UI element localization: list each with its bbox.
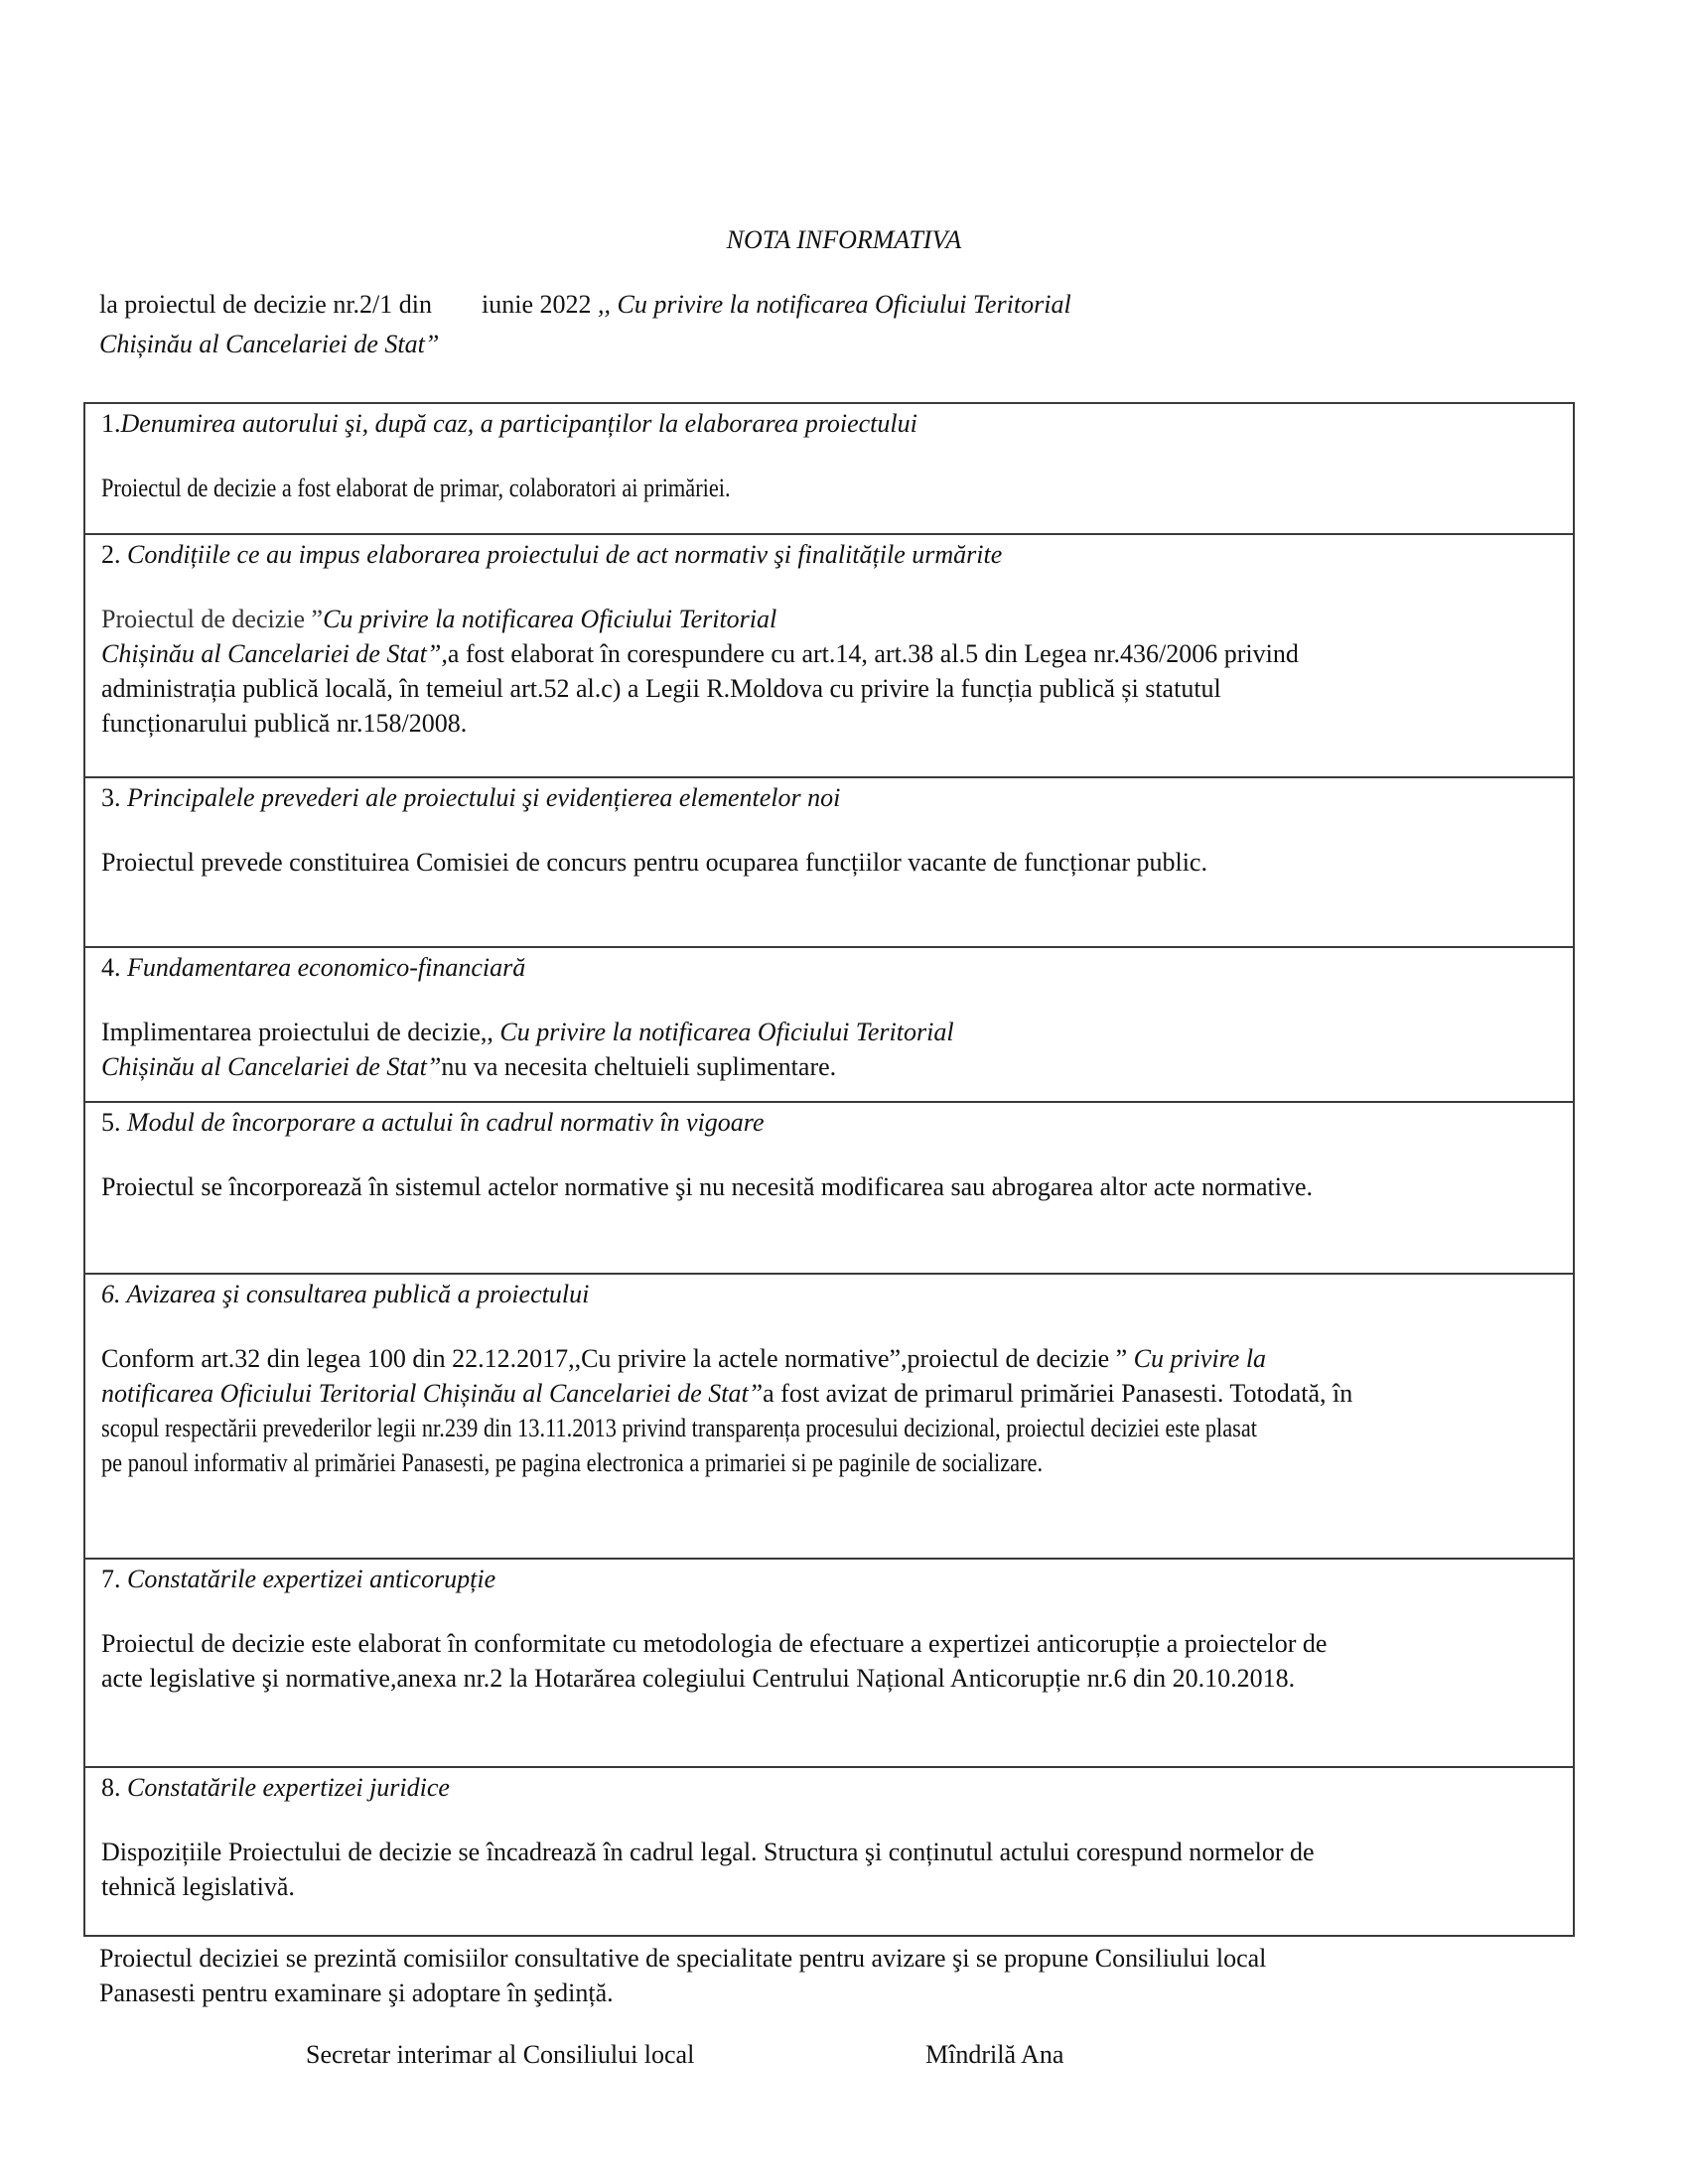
section-body — [101, 602, 1573, 741]
body-text: Implimentarea proiectului de decizie,, — [101, 1018, 500, 1046]
section-1 — [85, 404, 1573, 535]
section-number: 1. — [101, 409, 121, 438]
body-line: pe panoul informativ al primăriei Panasesti, pe pagina electronica a primariei si pe paginile de socializare. — [101, 1448, 1044, 1477]
closing-line: Panasesti pentru examinare şi adoptare în şedință. — [99, 1979, 614, 2007]
section-number: 4. — [101, 953, 127, 982]
body-line: Proiectul se încorporează în sistemul actelor normative şi nu necesită modificarea sau abrogarea altor acte normative. — [101, 1172, 1314, 1201]
section-body — [101, 845, 1573, 880]
body-italic: notificarea Oficiului Teritorial Chișinău al Cancelariei de Stat” — [101, 1379, 764, 1408]
section-body — [101, 471, 1573, 505]
section-body — [101, 1341, 1573, 1480]
section-body — [101, 1169, 1573, 1204]
body-italic: Chișinău al Cancelariei de Stat” — [101, 1052, 442, 1081]
body-line: funcționarului publică nr.158/2008. — [101, 709, 468, 738]
section-body — [101, 1835, 1573, 1904]
body-text: a fost elaborat în corespundere cu art.14, art.38 al.5 din Legea nr.436/2006 privind — [447, 639, 1299, 668]
body-line: Dispozițiile Proiectului de decizie se încadrează în cadrul legal. Structura şi conținutul actului corespund normelor de — [101, 1838, 1315, 1866]
section-title: Principalele prevederi ale proiectului şi evidențierea elementelor noi — [127, 783, 841, 812]
section-title: Condițiile ce au impus elaborarea proiectului de act normativ şi finalitățile urmărite — [127, 540, 1003, 569]
body-line: acte legislative şi normative,anexa nr.2 la Hotarărea colegiului Centrului Național Anticorupție nr.6 din 20.10.2018. — [101, 1664, 1296, 1693]
body-italic: Cu privire la notificarea Oficiului Teritorial — [323, 605, 777, 633]
section-number: 5. — [101, 1108, 127, 1137]
section-number: 3. — [101, 783, 127, 812]
section-8 — [85, 1768, 1573, 1935]
section-number: 2. — [101, 540, 127, 569]
section-5 — [85, 1103, 1573, 1275]
subtitle-date: iunie 2022 — [482, 290, 598, 319]
body-line: scopul respectării prevederilor legii nr.239 din 13.11.2013 privind transparența procesului decizional, proiectul deciziei este plasat — [101, 1414, 1257, 1442]
subtitle-prefix: la proiectul de decizie nr.2/1 din — [99, 290, 432, 319]
body-line: administrația publică locală, în temeiul art.52 al.c) a Legii R.Moldova cu privire la funcția publică și statutul — [101, 674, 1221, 703]
subtitle-line2: Chișinău al Cancelariei de Stat” — [99, 330, 440, 358]
body-italic: Cu privire la notificarea Oficiului Teritorial — [499, 1018, 954, 1046]
body-italic: Cu privire la — [1133, 1344, 1267, 1373]
section-heading: 6. Avizarea şi consultarea publică a proiectului — [101, 1280, 590, 1308]
section-title: Denumirea autorului şi, după caz, a participanților la elaborarea proiectului — [120, 409, 917, 438]
section-heading — [101, 780, 1573, 815]
section-number: 7. — [101, 1565, 127, 1593]
body-line: Proiectul prevede constituirea Comisiei de concurs pentru ocuparea funcțiilor vacante de funcționar public. — [101, 848, 1207, 877]
subtitle-quote: ,, Cu privire la notificarea Oficiului Teritorial — [598, 290, 1071, 319]
section-title: Constatările expertizei juridice — [127, 1773, 450, 1802]
section-heading — [101, 1770, 1573, 1805]
document-subtitle — [99, 285, 1569, 364]
body-line: tehnică legislativă. — [101, 1872, 295, 1901]
section-heading — [101, 1562, 1573, 1596]
section-heading — [101, 406, 1573, 441]
section-6 — [85, 1275, 1573, 1560]
section-heading — [101, 1105, 1573, 1140]
body-italic: Chișinău al Cancelariei de Stat”, — [101, 639, 448, 668]
section-title: Fundamentarea economico-financiară — [127, 953, 526, 982]
body-text: Proiectul de decizie ” — [101, 605, 324, 633]
section-2 — [85, 535, 1573, 778]
info-table — [83, 402, 1575, 1937]
section-3 — [85, 778, 1573, 948]
body-line: Proiectul de decizie este elaborat în conformitate cu metodologia de efectuare a expertizei anticorupție a proiectelor de — [101, 1629, 1328, 1658]
signature-role: Secretar interimar al Consiliului local — [306, 2040, 695, 2069]
body-line: Proiectul de decizie a fost elaborat de primar, colaboratori ai primăriei. — [101, 474, 731, 502]
document-title: NOTA INFORMATIVA — [726, 225, 962, 254]
body-text: nu va necesita cheltuieli suplimentare. — [441, 1052, 837, 1081]
closing-line: Proiectul deciziei se prezintă comisiilor consultative de specialitate pentru avizare şi se propune Consiliului local — [99, 1944, 1267, 1973]
section-body — [101, 1015, 1573, 1084]
section-7 — [85, 1560, 1573, 1768]
section-4 — [85, 948, 1573, 1103]
section-number: 8. — [101, 1773, 127, 1802]
body-text: Conform art.32 din legea 100 din 22.12.2017,,Cu privire la actele normative”,proiectul de decizie ” — [101, 1344, 1134, 1373]
body-text: a fost avizat de primarul primăriei Panasesti. Totodată, în — [763, 1379, 1353, 1408]
section-heading — [101, 537, 1573, 572]
section-title: Constatările expertizei anticorupție — [127, 1565, 496, 1593]
section-heading — [101, 950, 1573, 985]
section-title: Modul de încorporare a actului în cadrul normativ în vigoare — [127, 1108, 765, 1137]
section-body — [101, 1626, 1573, 1696]
closing-paragraph — [99, 1941, 1266, 2010]
signature-name: Mîndrilă Ana — [925, 2040, 1064, 2069]
